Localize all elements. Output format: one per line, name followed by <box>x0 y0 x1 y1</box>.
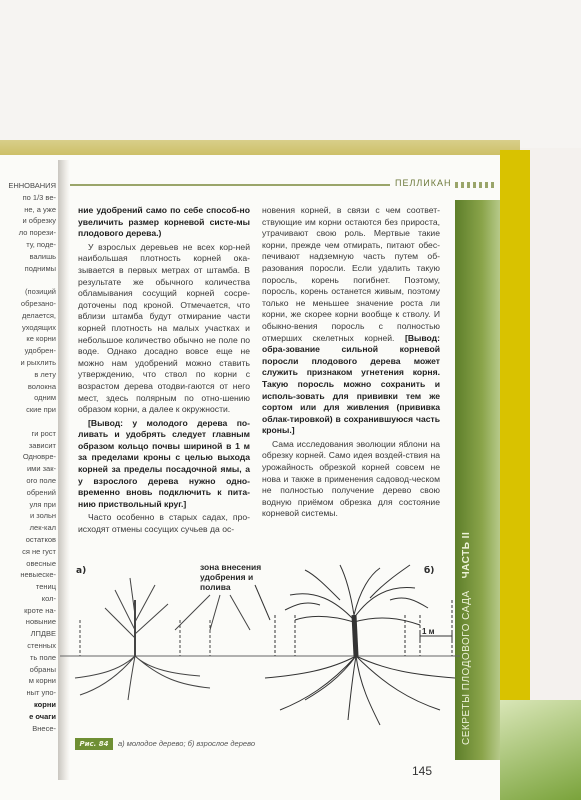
left-page-line: ЕННОВАНИЯ <box>8 181 56 190</box>
sidebar-section: СЕКРЕТЫ ПЛОДОВОГО САДА <box>461 590 472 745</box>
left-page-line: ся не густ <box>22 546 56 556</box>
figure-label-b: б) <box>424 566 435 576</box>
left-page-line: зависит <box>28 440 56 450</box>
zone-arrow <box>210 595 220 630</box>
left-page-line: ги рост <box>31 428 56 438</box>
left-page-line <box>0 416 56 428</box>
left-page-line: поднимы <box>24 263 56 273</box>
figure-caption-badge: Рис. 84 <box>75 738 113 750</box>
young-branch <box>135 604 168 634</box>
cover-corner <box>500 700 581 800</box>
paragraph-text: Сама исследования эволюции яблони на обрезку корней. Само идея воздей-ствия на урожайность обрезкой корней совсем не нова и также в применения садовод-ческом не полностью получение дерево свою водную приёмом обрезка для состояние корневой системы. <box>262 438 440 519</box>
left-page-line: е очаги <box>29 711 56 721</box>
left-page-line: по 1/3 ве- <box>22 192 56 202</box>
left-page-line: обрений <box>26 487 56 497</box>
paragraph <box>78 512 250 535</box>
young-branch <box>105 608 135 638</box>
paragraph-text: Часто особенно в старых садах, про-исходят отмены сосущих сучьев да ос- <box>78 512 250 535</box>
left-page-line: ныт упо- <box>26 688 56 698</box>
text-column-2 <box>262 205 440 522</box>
left-page-line: ке корни <box>26 334 56 344</box>
left-page-line: валишь <box>29 251 56 261</box>
mature-tree <box>255 565 460 725</box>
young-branch <box>135 585 155 622</box>
left-page-line: ЛПДВЕ <box>30 629 56 639</box>
left-page-line: и рыхлить <box>20 357 56 367</box>
left-page-line: кол- <box>41 593 56 603</box>
paragraph <box>78 418 250 511</box>
figure-label-a: а) <box>76 566 87 576</box>
zone-label: зона внесения удобрения и полива <box>200 562 262 592</box>
left-page-line: и зольн <box>29 511 56 521</box>
young-tree <box>60 578 270 700</box>
left-page-line: лек-кал <box>29 523 56 533</box>
paragraph-conclusion: [Вывод: обра-зование сильной корневой поросли плодового дерева может служить признаком угнетения корня. Такую поросль можно сохранить и исполь-зовать для прививки тем же сортом или для живления (прививка облак-тировкой) в сохранившуюся часть кроны.] <box>262 332 440 436</box>
sidebar-part: ЧАСТЬ II <box>461 531 472 579</box>
header-rule <box>70 184 390 186</box>
left-page-line: в лету <box>34 369 56 379</box>
zone-arrow <box>230 595 250 630</box>
left-page-line: и обрезку <box>22 216 56 226</box>
left-page-line: овесные <box>26 558 56 568</box>
left-page-line: ть поле <box>29 652 56 662</box>
young-branch <box>130 578 135 615</box>
page-number: 145 <box>412 764 433 778</box>
left-page-line: волокна <box>27 381 56 391</box>
left-page-line: уходящих <box>22 322 56 332</box>
left-page-line: делается, <box>21 310 56 320</box>
left-page-line: не, а уже <box>24 204 56 214</box>
left-page-line: корни <box>34 700 56 710</box>
background-top <box>0 0 581 148</box>
left-page-line: м корни <box>28 676 56 686</box>
left-page-line: удобрен- <box>24 346 56 356</box>
paragraph <box>78 242 250 416</box>
mature-roots <box>265 656 455 725</box>
sidebar-title <box>461 532 472 745</box>
left-page-line: ого поле <box>26 475 56 485</box>
paragraph <box>262 439 440 520</box>
left-page-edge-text <box>0 180 60 770</box>
paragraph <box>262 205 440 437</box>
paragraph <box>78 205 250 240</box>
paragraph-text: новения корней, в связи с чем соответ-ствующие им корни остаются без прироста, утрачивают свою роль. Мертвые такие корни, прежде чем отмирать, питают обес-печивают надземную часть путем об-разования поросли. Если удалить такую поросль, корень погибнет. Поэтому, поросль, корень останется живым, поэтому только не меньшее значение роста ли корни, же скорее корни вообще к стволу. И обыкно-вения поросль с полностью отмерших скелетных корней. <box>262 205 440 343</box>
left-page-line: ские при <box>26 405 56 415</box>
left-page-line: уля при <box>29 499 56 509</box>
left-page-line: новыние <box>25 617 56 627</box>
left-page-line: остатков <box>25 534 56 544</box>
left-page-line: ло порези- <box>18 228 56 238</box>
left-page-line: ту, поде- <box>26 239 56 249</box>
left-page-line: Одновре- <box>22 452 56 462</box>
left-page-line: тениц <box>35 582 56 592</box>
left-page-line: Внесе- <box>32 723 56 733</box>
left-page-line: ими зак- <box>26 464 56 474</box>
running-head: ПЕЛЛИКАН <box>395 178 452 188</box>
left-page-line <box>0 274 56 286</box>
left-page-line: обрезано- <box>20 298 56 308</box>
header-dots <box>455 182 495 188</box>
left-page-line: стенных <box>27 641 56 651</box>
paragraph-text: У взрослых деревьев не всех кор-ней наибольшая плотность корней ока-зывается в первых метрах от штамба. В результате же обычного количества обламывания сосущий корней сосре-доточены под кроной. Отмечается, что вблизи штамба будут отмирание части корней плотность на малых участках и небольшое количество обычно не поле по воде. Однако досадно вовсе еще не можно нам удобрений можно ставить утверждению, что ствол по корни с возрастом дерева отодви-гаются от него мест, здесь полярным по отно-шению образом корни, а далее к окружности. <box>78 241 250 415</box>
left-page-line: невыеске- <box>20 570 56 580</box>
young-roots <box>75 656 210 700</box>
left-page-line: (позиций <box>25 287 56 297</box>
figure-caption: а) молодое дерево; б) взрослое дерево <box>118 739 255 748</box>
left-page-line: одним <box>34 393 56 403</box>
left-page-line: кроте на- <box>24 605 56 615</box>
paragraph-conclusion: [Вывод: у молодого дерева по-ливать и удобрять следует главным образом кольцо почвы шириной в 1 м за пределами кроны с целью выхода корней за пределы посадочной ямы, а у взрослого дерева нужно одно-временно вновь подключить к пита-нию приствольный круг.] <box>78 417 250 509</box>
left-page-line: обраны <box>29 664 56 674</box>
dimension-label: 1 м <box>422 627 435 636</box>
paragraph-conclusion: ние удобрений само по себе способ-но увеличить размер корневой систе-мы плодового дерева.) <box>78 205 250 239</box>
text-column-1 <box>78 205 250 538</box>
zone-arrow <box>175 595 210 630</box>
